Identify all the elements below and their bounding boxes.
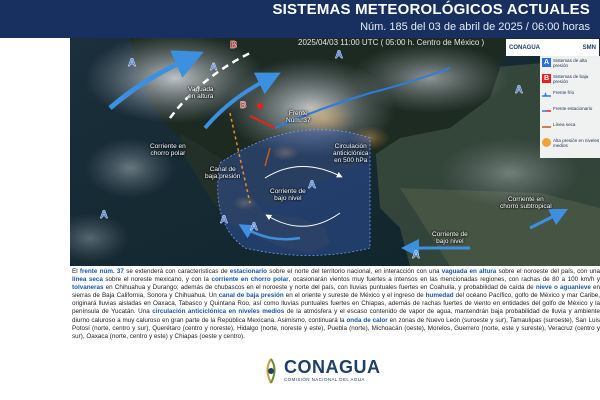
- highlight-humedad: humedad: [425, 292, 454, 300]
- conagua-logo-text: CONAGUA: [509, 44, 540, 51]
- image-timestamp: 2025/04/03 11:00 UTC ( 05:00 h. Centro de México ): [298, 38, 485, 47]
- svg-text:A: A: [412, 249, 420, 261]
- dry-line-icon: [542, 122, 551, 131]
- label-circulacion: Circulación anticiclónica en 500 hPa: [333, 143, 369, 164]
- satellite-map[interactable]: [70, 38, 600, 266]
- legend-item-dry-line: Línea seca: [542, 122, 600, 134]
- label-bajo-nivel-center: Corriente de bajo nivel: [270, 188, 306, 202]
- label-frente: Frente Núm. 37: [286, 110, 311, 124]
- footer-conagua-logo: [262, 357, 412, 397]
- svg-text:A: A: [100, 209, 108, 221]
- highlight-frente: frente núm. 37: [79, 268, 124, 275]
- low-pressure-marker: B: [230, 40, 238, 51]
- svg-text:A: A: [515, 84, 523, 96]
- highlight-circulacion: circulación anticiclónica en niveles medios: [152, 308, 285, 316]
- low-pressure-icon: B: [543, 75, 550, 82]
- conagua-smn-logo: [506, 39, 599, 56]
- label-bajo-nivel-right: Corriente de bajo nivel: [432, 231, 468, 245]
- map-legend: [540, 56, 600, 158]
- legend-item-stationary-front: Frente estacionario: [542, 106, 600, 118]
- highlight-onda: onda de calor: [346, 316, 388, 324]
- label-vaguada: Vaguada en altura: [188, 86, 214, 100]
- footer-agency-name: CONAGUA: [284, 357, 381, 377]
- high-pressure-marker: A: [128, 57, 136, 69]
- smn-logo-text: SMN: [582, 44, 596, 51]
- svg-text:A: A: [308, 179, 316, 191]
- highlight-corriente: corriente en chorro polar: [211, 276, 289, 284]
- highlight-tolvaneras: tolvaneras: [72, 284, 104, 292]
- legend-item-high: A Sistemas de alta presión: [543, 58, 587, 68]
- page-title: SISTEMAS METEOROLÓGICOS ACTUALES: [272, 1, 590, 18]
- bulletin-number-date: Núm. 185 del 03 de abril de 2025 / 06:00 horas: [360, 21, 590, 33]
- highlight-linea-seca: línea seca: [72, 276, 103, 284]
- label-subtropical: Corriente en chorro subtropical: [500, 196, 552, 210]
- svg-text:A: A: [250, 221, 258, 233]
- svg-text:A: A: [220, 214, 228, 226]
- header-bar: [0, 0, 600, 38]
- svg-text:A: A: [335, 49, 343, 61]
- highlight-vaguada: vaguada en altura: [441, 268, 497, 275]
- label-canal: Canal de baja presión: [205, 166, 241, 180]
- cold-front-icon: [542, 90, 551, 99]
- high-pressure-icon: A: [543, 59, 550, 66]
- legend-item-high-mid: Alta presión en niveles medios: [542, 138, 600, 150]
- highlight-canal: canal de baja presión: [218, 292, 284, 300]
- svg-text:A: A: [210, 62, 218, 73]
- highlight-nieve: nieve o aguanieve: [535, 284, 591, 292]
- legend-item-cold-front: Frente frío: [542, 90, 600, 102]
- bulletin-text: El frente núm. 37 se extenderá con características de estacionario sobre el norte del territorio nacional, en interacción con una vaguada en altura sobre el noroeste del país, con una línea seca sobre el noreste mexicano, y con la corriente en chorro polar, ocasionarán vientos muy fuertes a intensos en las mencionadas regiones, con rachas de 80 a 100 km/h y tolvaneras en Chihuahua y Durango; además de chubascos en el noroeste y norte del país, con lluvias puntuales fuertes en Coahuila, y probabilidad de caída de nieve o aguanieve en sierras de Baja California, Sonora y Chihuahua. Un canal de baja presión en el oriente y sureste de México y el ingreso de humedad del océano Pacífico, golfo de México y mar Caribe, originará lluvias aisladas en Oaxaca, Tabasco y Quintana Roo, así como lluvias puntuales fuertes en Chiapas, además de rachas fuertes de viento en entidades del golfo de México y la península de Yucatán. Una circulación anticiclónica en niveles medios de la atmósfera y el escaso contenido de vapor de agua, mantendrán baja probabilidad de lluvia y ambiente diurno caluroso a muy caluroso en gran parte de la República Mexicana. Asimismo, continuará la onda de calor en zonas de Nuevo León (suroeste y sur), Tamaulipas (suroeste), San Luis Potosí (norte, centro y sur), Querétaro (centro y noreste), Hidalgo (norte, noreste y este), Puebla (norte), Michoacán (oeste), Morelos, Guerrero (norte, este y sureste), Veracruz (centro y sur), Oaxaca (norte, centro y este) y Chiapas (oeste y centro).: [72, 268, 600, 340]
- high-dist-icon: [542, 138, 551, 147]
- legend-item-low: B Sistemas de baja presión: [543, 74, 589, 84]
- svg-text:B: B: [240, 100, 247, 110]
- highlight-estacionario: estacionario: [229, 268, 268, 275]
- footer-tagline: COMISIÓN NACIONAL DEL AGUA: [284, 377, 365, 382]
- label-corriente-polar: Corriente en chorro polar: [150, 143, 186, 157]
- conagua-emblem-icon: [262, 357, 280, 385]
- stationary-front-icon: [542, 106, 551, 115]
